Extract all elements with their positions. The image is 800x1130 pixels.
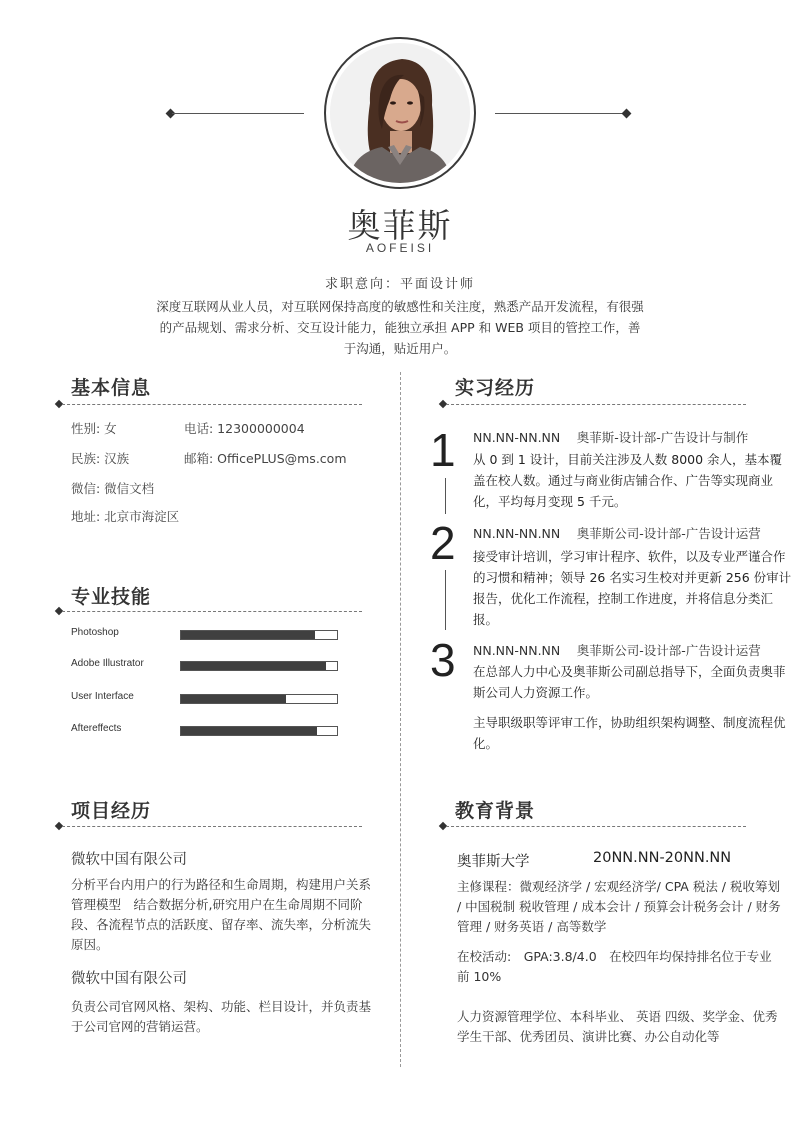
- ethnicity: 民族: 汉族: [71, 451, 130, 466]
- skills-rule: [62, 611, 362, 612]
- skill-level-bar: [180, 694, 338, 704]
- skills-title: 专业技能: [71, 586, 152, 608]
- skill-level-fill: [181, 662, 326, 670]
- project-company-1: 微软中国有限公司: [71, 852, 187, 868]
- column-divider: [400, 372, 401, 1067]
- gender: 性别: 女: [71, 421, 117, 436]
- internship-head-1: NN.NN-NN.NN 奥菲斯-设计部-广告设计与制作: [473, 430, 749, 445]
- timeline-connector-2: [445, 570, 446, 630]
- project-company-2: 微软中国有限公司: [71, 971, 187, 987]
- candidate-name-pinyin: AOFEISI: [365, 241, 435, 255]
- phone: 电话: 12300000004: [184, 421, 305, 436]
- timeline-connector-1: [445, 478, 446, 514]
- courses: 主修课程：微观经济学 / 宏观经济学/ CPA 税法 / 税收筹划 / 中国税制 税收管理 / 成本会计 / 预算会计税务会计 / 财务管理 / 财务英语 / 高等数学: [457, 879, 781, 934]
- school-name: 奥菲斯大学: [457, 854, 530, 870]
- internship-body-3b: 主导职级职等评审工作，协助组织架构调整、制度流程优化。: [473, 715, 786, 751]
- address: 地址: 北京市海淀区: [71, 509, 180, 524]
- activities: 在校活动: GPA:3.8/4.0 在校四年均保持排名位于专业前 10%: [457, 949, 772, 984]
- education-title: 教育背景: [455, 800, 536, 822]
- internship-head-3: NN.NN-NN.NN 奥菲斯公司-设计部-广告设计运营: [473, 643, 761, 658]
- profile-summary: 深度互联网从业人员，对互联网保持高度的敏感性和关注度，熟悉产品开发流程，有很强的产品规划、需求分析、交互设计能力，能独立承担 APP 和 WEB 项目的管控工作，善于沟通，贴近用户。: [156, 299, 644, 356]
- projects-title: 项目经历: [71, 800, 152, 822]
- header-right-line: [495, 113, 625, 114]
- internship-title: 实习经历: [455, 377, 536, 399]
- education-rule: [446, 826, 746, 827]
- job-objective: 求职意向：平面设计师: [324, 277, 475, 292]
- project-desc-2: 负责公司官网风格、架构、功能、栏目设计，并负责基于公司官网的营销运营。: [71, 999, 372, 1034]
- skill-level-fill: [181, 727, 317, 735]
- skill-label: Aftereffects: [71, 723, 122, 734]
- header-right-dot: [622, 109, 632, 119]
- profile-photo: [330, 43, 470, 183]
- skill-label: User Interface: [71, 691, 134, 702]
- skill-level-fill: [181, 695, 286, 703]
- project-desc-1: 分析平台内用户的行为路径和生命周期，构建用户关系管理模型 结合数据分析,研究用户在生命周期不同阶段、各流程节点的活跃度、留存率、流失率，分析流失原因。: [71, 877, 372, 952]
- skill-level-bar: [180, 630, 338, 640]
- internship-number-1: 1: [430, 424, 456, 476]
- internship-body-2: 接受审计培训，学习审计程序、软件，以及专业严谨合作的习惯和精神；领导 26 名实习生校对并更新 256 份审计报告，优化工作流程，控制工作进度，并将信息分类汇报。: [473, 549, 792, 627]
- candidate-name: 奥菲斯: [347, 206, 453, 245]
- internship-number-3: 3: [430, 634, 456, 686]
- skill-level-fill: [181, 631, 315, 639]
- internship-head-2: NN.NN-NN.NN 奥菲斯公司-设计部-广告设计运营: [473, 526, 761, 541]
- projects-rule: [62, 826, 362, 827]
- internship-body-1: 从 0 到 1 设计，目前关注涉及人数 8000 余人，基本覆盖在校人数。通过与商业街店铺合作、广告等实现商业化，平均每月变现 5 千元。: [473, 452, 783, 509]
- skill-label: Photoshop: [71, 627, 119, 638]
- basic-info-title: 基本信息: [71, 377, 152, 399]
- internship-number-2: 2: [430, 517, 456, 569]
- internship-rule: [446, 404, 746, 405]
- school-period: 20NN.NN-20NN.NN: [593, 850, 732, 866]
- email: 邮箱: OfficePLUS@ms.com: [184, 451, 347, 466]
- profile-photo-frame: [324, 37, 476, 189]
- header-left-line: [172, 113, 304, 114]
- skill-level-bar: [180, 661, 338, 671]
- skill-level-bar: [180, 726, 338, 736]
- wechat: 微信: 微信文档: [71, 481, 155, 496]
- internship-body-3: 在总部人力中心及奥菲斯公司副总指导下，全面负责奥菲斯公司人力资源工作。: [473, 664, 786, 700]
- basic-info-rule: [62, 404, 362, 405]
- honors: 人力资源管理学位、本科毕业、 英语 四级、奖学金、优秀学生干部、优秀团员、演讲比赛、办公自动化等: [457, 1009, 778, 1044]
- skill-label: Adobe Illustrator: [71, 658, 144, 669]
